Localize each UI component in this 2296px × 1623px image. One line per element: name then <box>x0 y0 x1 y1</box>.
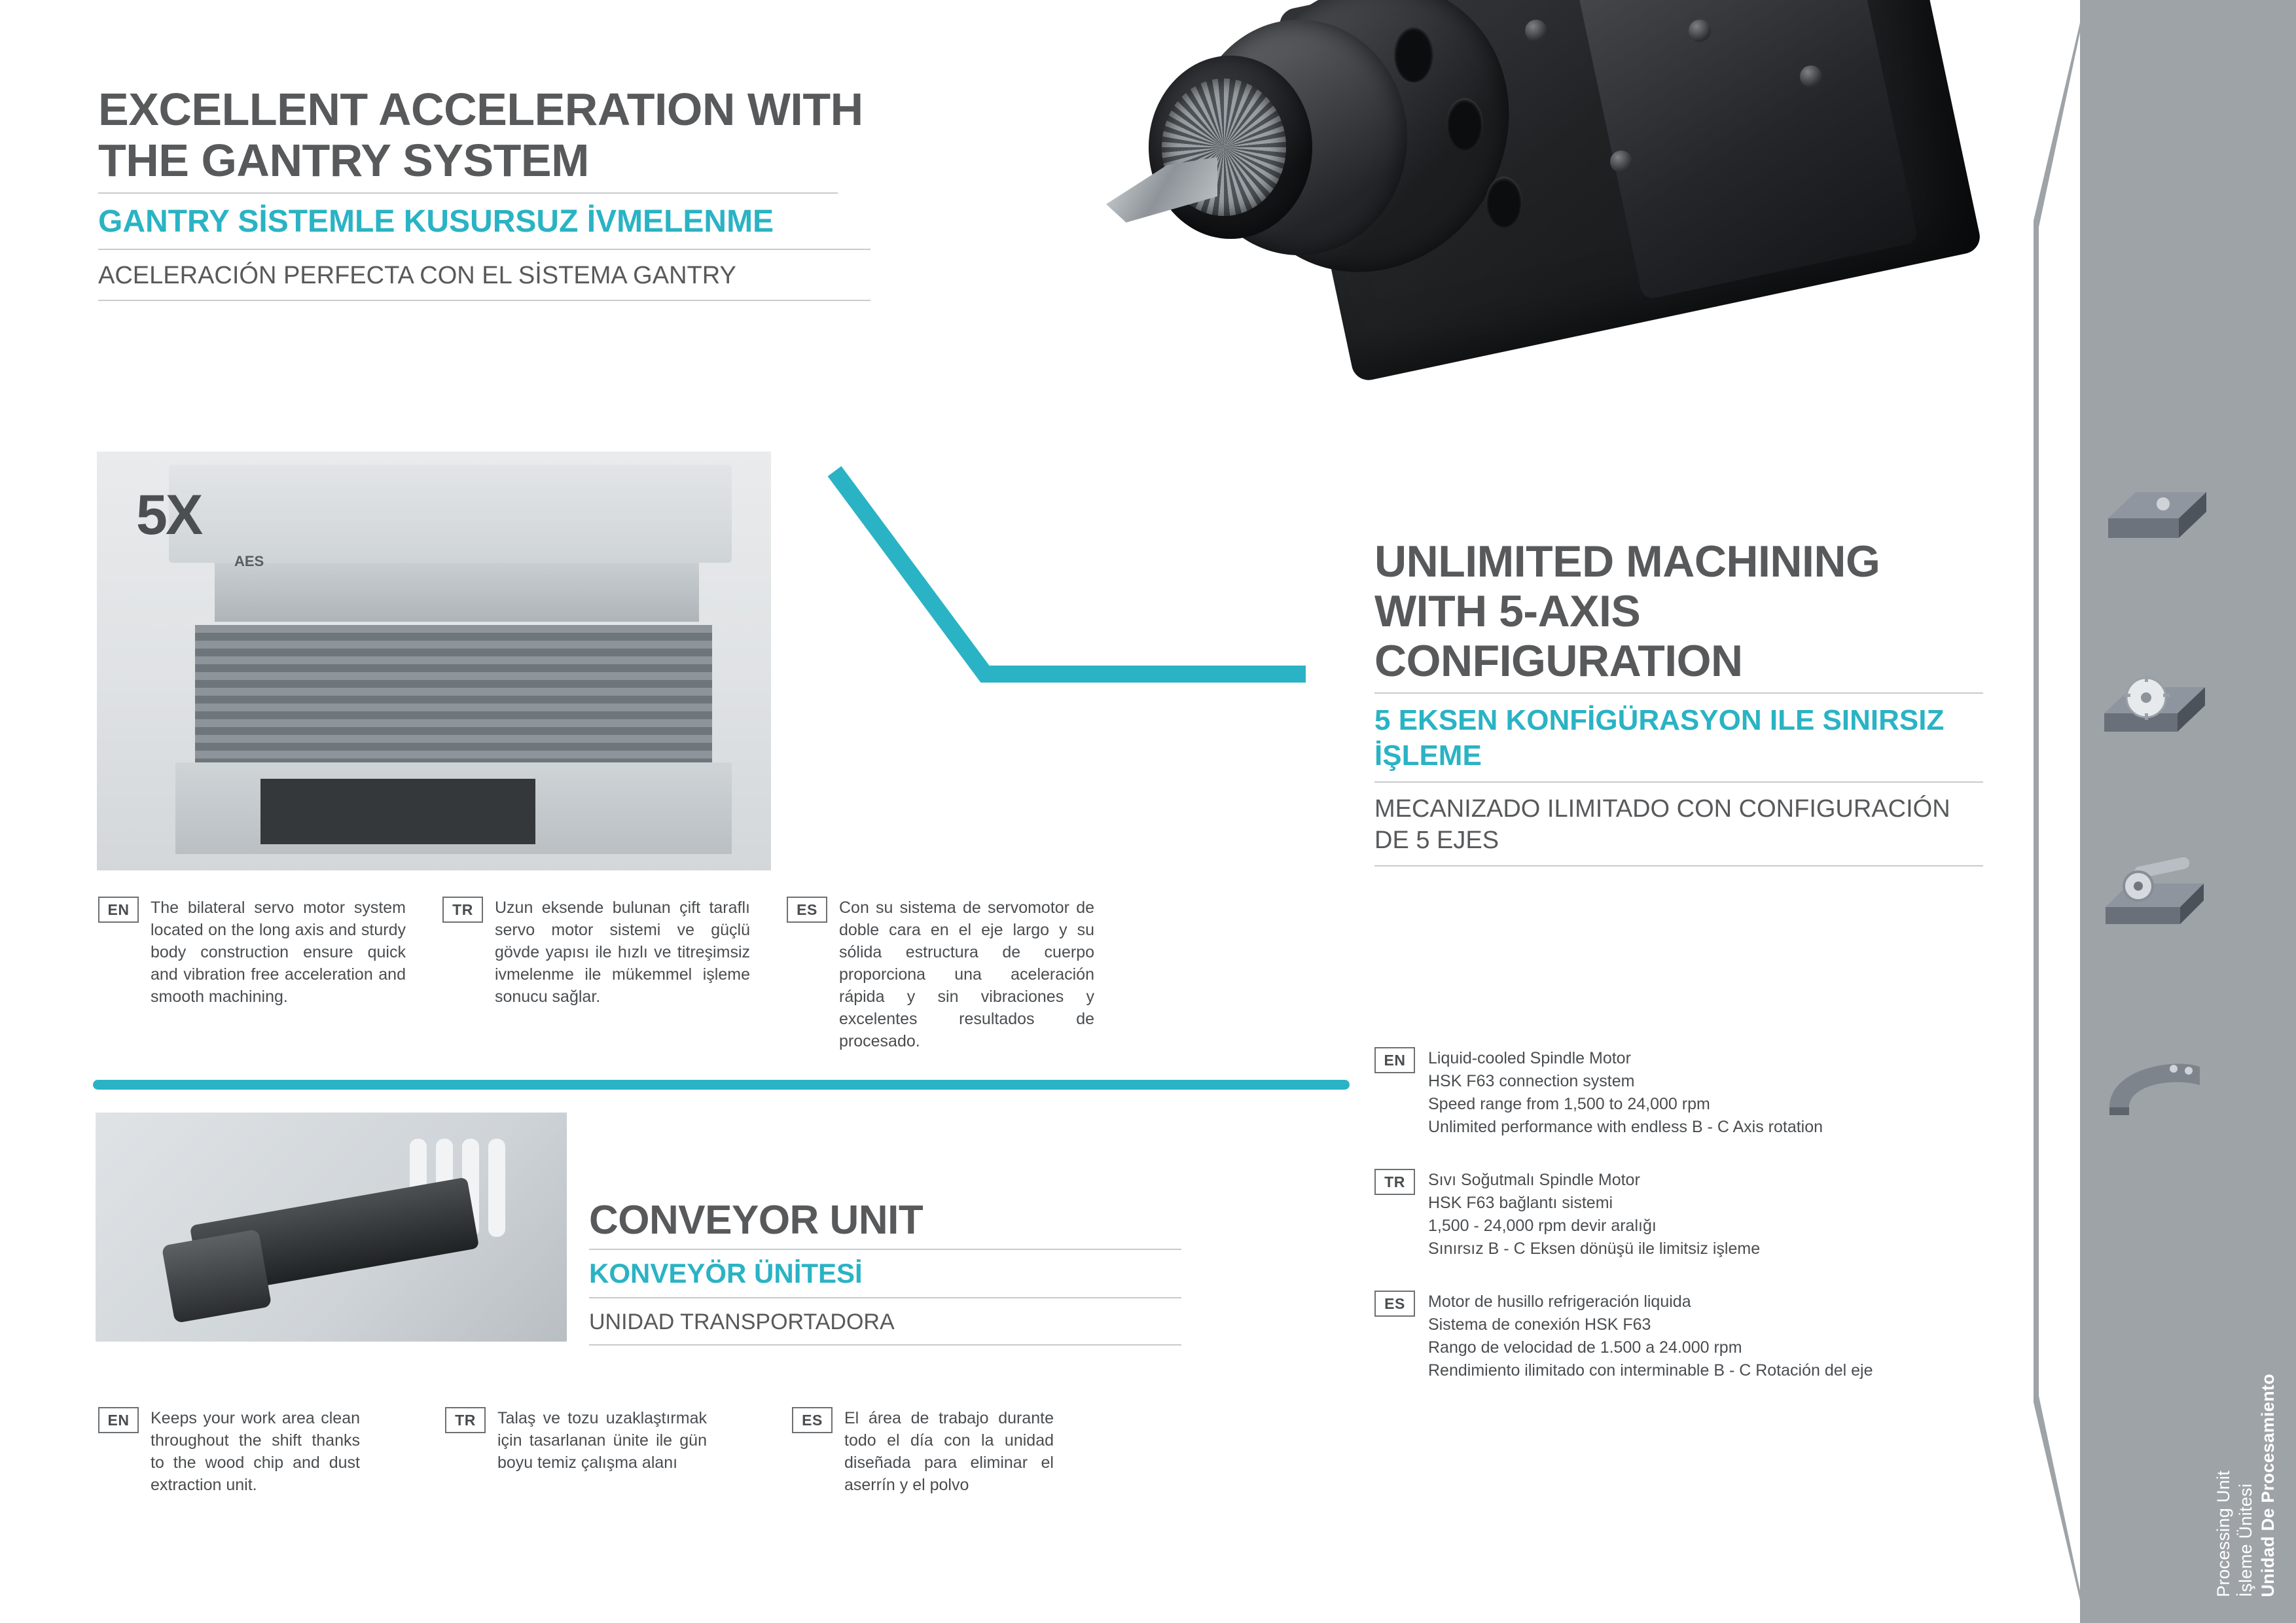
conveyor-paragraph-tr <box>445 1407 707 1496</box>
conveyor-title-tr: KONVEYÖR ÜNİTESİ <box>589 1258 863 1289</box>
conveyor-paragraph-group <box>98 1407 1342 1496</box>
housing-screw-2 <box>1689 20 1711 42</box>
five-axis-rule-2 <box>1374 781 1983 783</box>
spec-line: 1,500 - 24,000 rpm devir aralığı <box>1428 1217 1657 1235</box>
gantry-rule-2 <box>98 249 870 250</box>
spec-item-es <box>1374 1291 2068 1382</box>
lang-tag-en: EN <box>98 1407 139 1433</box>
lang-tag-es: ES <box>1374 1291 1415 1317</box>
teal-divider-bar <box>93 1080 1350 1090</box>
gantry-title-es: ACELERACIÓN PERFECTA CON EL SİSTEMA GANTRY <box>98 262 736 289</box>
sidebar-section-label <box>2212 1374 2279 1597</box>
sidebar-label-en: Processing Unit <box>2214 1470 2233 1597</box>
conveyor-text-tr: Talaş ve tozu uzaklaştırmak için tasarlanan ünite ile gün boyu temiz çalışma alanı <box>497 1409 707 1472</box>
five-axis-heading-block <box>1374 537 1983 866</box>
lang-tag-en: EN <box>98 897 139 923</box>
teal-arrow-connector <box>821 458 1319 694</box>
spec-line: HSK F63 connection system <box>1428 1072 1635 1090</box>
spec-text-en <box>1428 1047 1823 1139</box>
spec-line: Rendimiento ilimitado con interminable B - C Rotación del eje <box>1428 1361 1873 1380</box>
five-axis-rule-3 <box>1374 865 1983 866</box>
gantry-text-en: The bilateral servo motor system located on the long axis and sturdy body construction ensure quick and vibration free acceleration and smooth machining. <box>151 899 406 1006</box>
conveyor-text-es: El área de trabajo durante todo el día con la unidad diseñada para eliminar el aserrín y el polvo <box>844 1409 1054 1494</box>
gantry-rule-3 <box>98 300 870 301</box>
hose-4 <box>488 1139 505 1237</box>
gantry-heading-block <box>98 84 870 301</box>
machine-top-beam <box>169 465 732 563</box>
machine-brand-label: AES <box>234 553 264 569</box>
conveyor-rule-3 <box>589 1344 1181 1346</box>
gantry-paragraph-es <box>787 897 1094 1052</box>
conveyor-paragraph-en <box>98 1407 360 1496</box>
housing-screw-3 <box>1800 65 1822 88</box>
machine-base-shadow <box>260 779 535 844</box>
spec-item-en <box>1374 1047 2068 1139</box>
curved-panel-icon <box>2095 1047 2213 1126</box>
lang-tag-tr: TR <box>445 1407 486 1433</box>
five-axis-title-es: MECANIZADO ILIMITADO CON CONFIGURACIÓN DE 5 EJES <box>1374 795 1950 854</box>
spec-line: Rango de velocidad de 1.500 a 24.000 rpm <box>1428 1338 1742 1357</box>
spec-text-es <box>1428 1291 1873 1382</box>
gantry-text-es: Con su sistema de servomotor de doble cara en el eje largo y su sólida estructura de cuerpo proporciona una aceleración rápida y sin vibraciones y excelentes resultados de procesado. <box>839 899 1094 1050</box>
gantry-title-en: EXCELLENT ACCELERATION WITH THE GANTRY SYSTEM <box>98 84 863 186</box>
gantry-paragraph-tr <box>442 897 750 1052</box>
gantry-text-tr: Uzun eksende bulunan çift taraflı servo motor sistemi ve güçlü gövde yapısı ile hızlı ve titreşimsiz ivmelenme ile mükemmel işleme sonucu sağlar. <box>495 899 750 1006</box>
gantry-rule-1 <box>98 192 838 194</box>
machine-gantry <box>215 563 699 622</box>
lang-tag-en: EN <box>1374 1047 1415 1073</box>
spec-line: Sıvı Soğutmalı Spindle Motor <box>1428 1171 1640 1189</box>
housing-screw-4 <box>1610 151 1632 173</box>
conveyor-title-es: UNIDAD TRANSPORTADORA <box>589 1310 895 1334</box>
spec-line: Liquid-cooled Spindle Motor <box>1428 1049 1631 1067</box>
gantry-paragraph-group <box>98 897 1342 1052</box>
spec-line: Motor de husillo refrigeración liquida <box>1428 1293 1691 1311</box>
conveyor-title-en: CONVEYOR UNIT <box>589 1198 924 1243</box>
housing-slot-2 <box>1446 98 1483 151</box>
lang-tag-es: ES <box>787 897 827 923</box>
housing-slot-1 <box>1394 26 1433 82</box>
spindle-photo <box>1028 0 2140 524</box>
gantry-title-tr: GANTRY SİSTEMLE KUSURSUZ İVMELENME <box>98 204 774 239</box>
conveyor-photo <box>96 1113 567 1342</box>
housing-slot-3 <box>1486 177 1522 228</box>
machine-model-label: 5X <box>136 484 202 546</box>
spec-line: Speed range from 1,500 to 24,000 rpm <box>1428 1095 1710 1113</box>
aggregate-head-icon <box>2095 857 2213 936</box>
machine-table <box>195 625 712 762</box>
gantry-paragraph-en <box>98 897 406 1052</box>
five-axis-title-en: UNLIMITED MACHINING WITH 5-AXIS CONFIGURATION <box>1374 537 1880 686</box>
sidebar-label-es: Unidad De Procesamiento <box>2258 1373 2278 1597</box>
saw-blade-icon <box>2095 668 2213 746</box>
conveyor-rule-2 <box>589 1297 1181 1298</box>
spec-line: Sınırsız B - C Eksen dönüşü ile limitsiz işleme <box>1428 1240 1761 1258</box>
five-axis-rule-1 <box>1374 692 1983 694</box>
lang-tag-tr: TR <box>442 897 483 923</box>
five-axis-spec-list <box>1374 1047 2068 1412</box>
five-axis-title-tr: 5 EKSEN KONFİGÜRASYON ILE SINIRSIZ İŞLEME <box>1374 704 1945 772</box>
lang-tag-tr: TR <box>1374 1169 1415 1195</box>
lang-tag-es: ES <box>792 1407 833 1433</box>
conveyor-text-en: Keeps your work area clean throughout the shift thanks to the wood chip and dust extraction unit. <box>151 1409 360 1494</box>
spec-line: Unlimited performance with endless B - C Axis rotation <box>1428 1118 1823 1136</box>
conveyor-paragraph-es <box>792 1407 1054 1496</box>
conveyor-rule-1 <box>589 1249 1181 1250</box>
housing-screw-1 <box>1525 20 1547 42</box>
conveyor-head <box>162 1229 272 1323</box>
spec-text-tr <box>1428 1169 1760 1260</box>
spec-line: Sistema de conexión HSK F63 <box>1428 1315 1651 1334</box>
conveyor-heading-block <box>589 1198 1191 1346</box>
cnc-machine-photo <box>97 452 771 870</box>
spec-item-tr <box>1374 1169 2068 1260</box>
spec-line: HSK F63 bağlantı sistemi <box>1428 1194 1613 1212</box>
sidebar-label-tr: İşleme Ünitesi <box>2236 1483 2255 1597</box>
sidebar-icon-list <box>2085 478 2223 1126</box>
